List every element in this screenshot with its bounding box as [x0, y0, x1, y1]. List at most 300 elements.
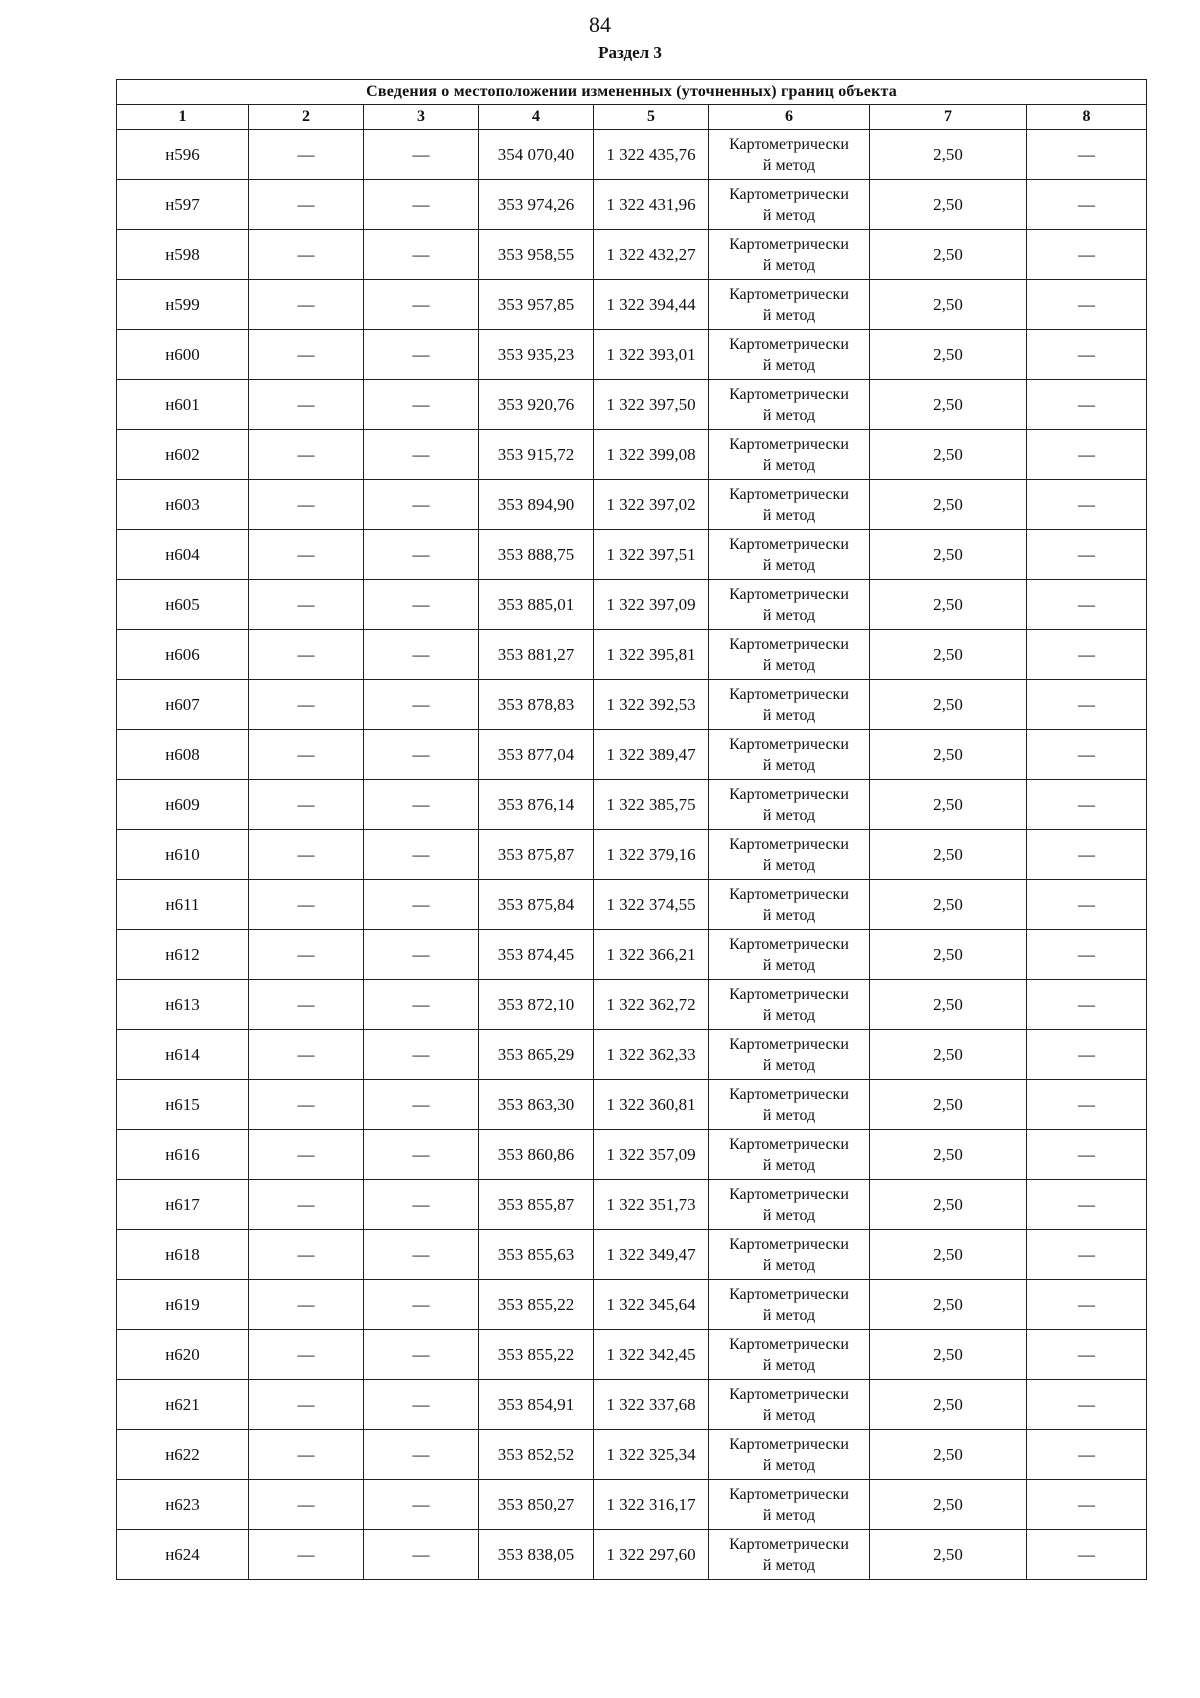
column-3-cell: — [364, 730, 479, 780]
y-coordinate-cell: 1 322 397,02 [594, 480, 709, 530]
table-row [117, 180, 1147, 230]
x-coordinate-cell: 353 888,75 [479, 530, 594, 580]
table-row [117, 1180, 1147, 1230]
accuracy-cell: 2,50 [870, 1080, 1027, 1130]
method-line: й метод [762, 356, 816, 374]
column-2-cell: — [249, 1330, 364, 1380]
x-coordinate-cell: 353 974,26 [479, 180, 594, 230]
y-coordinate-cell: 1 322 362,33 [594, 1030, 709, 1080]
accuracy-cell: 2,50 [870, 1280, 1027, 1330]
accuracy-cell: 2,50 [870, 280, 1027, 330]
column-3-cell: — [364, 430, 479, 480]
point-number-cell: н599 [117, 280, 249, 330]
method-line: й метод [762, 1256, 816, 1274]
accuracy-cell: 2,50 [870, 480, 1027, 530]
column-8-cell: — [1027, 1080, 1147, 1130]
method-cell [709, 1030, 870, 1080]
method-line: Картометрически [729, 785, 849, 803]
method-line: й метод [762, 506, 816, 524]
method-line: Картометрически [729, 685, 849, 703]
method-cell [709, 680, 870, 730]
accuracy-cell: 2,50 [870, 1180, 1027, 1230]
point-number-cell: н624 [117, 1530, 249, 1580]
method-line: Картометрически [729, 235, 849, 253]
table-row [117, 280, 1147, 330]
method-line: й метод [762, 1306, 816, 1324]
accuracy-cell: 2,50 [870, 1530, 1027, 1580]
method-cell [709, 1080, 870, 1130]
x-coordinate-cell: 353 855,22 [479, 1280, 594, 1330]
y-coordinate-cell: 1 322 385,75 [594, 780, 709, 830]
point-number-cell: н605 [117, 580, 249, 630]
accuracy-cell: 2,50 [870, 530, 1027, 580]
column-8-cell: — [1027, 1180, 1147, 1230]
column-2-cell: — [249, 730, 364, 780]
column-2-cell: — [249, 1430, 364, 1480]
method-line: Картометрически [729, 285, 849, 303]
accuracy-cell: 2,50 [870, 980, 1027, 1030]
column-3-cell: — [364, 1180, 479, 1230]
accuracy-cell: 2,50 [870, 730, 1027, 780]
y-coordinate-cell: 1 322 316,17 [594, 1480, 709, 1530]
method-line: й метод [762, 556, 816, 574]
column-number: 5 [594, 105, 709, 130]
y-coordinate-cell: 1 322 393,01 [594, 330, 709, 380]
column-3-cell: — [364, 130, 479, 180]
column-3-cell: — [364, 1030, 479, 1080]
x-coordinate-cell: 353 878,83 [479, 680, 594, 730]
table-row [117, 430, 1147, 480]
y-coordinate-cell: 1 322 389,47 [594, 730, 709, 780]
method-cell [709, 380, 870, 430]
x-coordinate-cell: 353 838,05 [479, 1530, 594, 1580]
column-2-cell: — [249, 830, 364, 880]
point-number-cell: н598 [117, 230, 249, 280]
column-3-cell: — [364, 1230, 479, 1280]
x-coordinate-cell: 353 957,85 [479, 280, 594, 330]
method-line: й метод [762, 1406, 816, 1424]
method-line: й метод [762, 706, 816, 724]
method-line: Картометрически [729, 635, 849, 653]
method-line: й метод [762, 306, 816, 324]
y-coordinate-cell: 1 322 325,34 [594, 1430, 709, 1480]
point-number-cell: н619 [117, 1280, 249, 1330]
x-coordinate-cell: 353 875,84 [479, 880, 594, 930]
accuracy-cell: 2,50 [870, 880, 1027, 930]
point-number-cell: н611 [117, 880, 249, 930]
point-number-cell: н614 [117, 1030, 249, 1080]
column-8-cell: — [1027, 480, 1147, 530]
table-row [117, 630, 1147, 680]
column-8-cell: — [1027, 1230, 1147, 1280]
method-line: Картометрически [729, 135, 849, 153]
column-8-cell: — [1027, 980, 1147, 1030]
method-line: й метод [762, 606, 816, 624]
method-line: Картометрически [729, 1185, 849, 1203]
column-3-cell: — [364, 980, 479, 1030]
column-2-cell: — [249, 1230, 364, 1280]
table-caption: Сведения о местоположении измененных (уточненных) границ объекта [117, 80, 1147, 105]
method-cell [709, 1530, 870, 1580]
table-row [117, 1230, 1147, 1280]
method-cell [709, 480, 870, 530]
method-line: Картометрически [729, 1535, 849, 1553]
column-8-cell: — [1027, 180, 1147, 230]
table-row [117, 1030, 1147, 1080]
table-row [117, 930, 1147, 980]
method-line: й метод [762, 1506, 816, 1524]
x-coordinate-cell: 353 854,91 [479, 1380, 594, 1430]
method-line: Картометрически [729, 385, 849, 403]
method-cell [709, 1480, 870, 1530]
table-row [117, 1130, 1147, 1180]
y-coordinate-cell: 1 322 366,21 [594, 930, 709, 980]
table-row [117, 830, 1147, 880]
method-cell [709, 880, 870, 930]
method-cell [709, 1180, 870, 1230]
column-8-cell: — [1027, 680, 1147, 730]
accuracy-cell: 2,50 [870, 1380, 1027, 1430]
method-line: Картометрически [729, 485, 849, 503]
method-line: Картометрически [729, 435, 849, 453]
column-2-cell: — [249, 1130, 364, 1180]
method-line: Картометрически [729, 1485, 849, 1503]
method-line: й метод [762, 856, 816, 874]
table-row [117, 580, 1147, 630]
x-coordinate-cell: 353 935,23 [479, 330, 594, 380]
method-line: й метод [762, 1156, 816, 1174]
x-coordinate-cell: 354 070,40 [479, 130, 594, 180]
y-coordinate-cell: 1 322 397,51 [594, 530, 709, 580]
method-line: Картометрически [729, 1085, 849, 1103]
method-cell [709, 580, 870, 630]
accuracy-cell: 2,50 [870, 780, 1027, 830]
table-row [117, 380, 1147, 430]
coordinates-table [116, 79, 1147, 1580]
x-coordinate-cell: 353 865,29 [479, 1030, 594, 1080]
method-line: Картометрически [729, 735, 849, 753]
column-3-cell: — [364, 1430, 479, 1480]
column-2-cell: — [249, 1380, 364, 1430]
x-coordinate-cell: 353 872,10 [479, 980, 594, 1030]
method-cell [709, 630, 870, 680]
x-coordinate-cell: 353 852,52 [479, 1430, 594, 1480]
column-2-cell: — [249, 1030, 364, 1080]
accuracy-cell: 2,50 [870, 680, 1027, 730]
point-number-cell: н606 [117, 630, 249, 680]
accuracy-cell: 2,50 [870, 630, 1027, 680]
y-coordinate-cell: 1 322 431,96 [594, 180, 709, 230]
column-3-cell: — [364, 780, 479, 830]
column-3-cell: — [364, 1330, 479, 1380]
table-row [117, 330, 1147, 380]
method-line: Картометрически [729, 1285, 849, 1303]
y-coordinate-cell: 1 322 379,16 [594, 830, 709, 880]
column-number: 3 [364, 105, 479, 130]
method-line: Картометрически [729, 585, 849, 603]
column-3-cell: — [364, 480, 479, 530]
accuracy-cell: 2,50 [870, 1230, 1027, 1280]
accuracy-cell: 2,50 [870, 180, 1027, 230]
method-cell [709, 830, 870, 880]
method-cell [709, 330, 870, 380]
column-8-cell: — [1027, 830, 1147, 880]
column-2-cell: — [249, 780, 364, 830]
table-row [117, 1280, 1147, 1330]
column-2-cell: — [249, 980, 364, 1030]
column-3-cell: — [364, 630, 479, 680]
method-cell [709, 230, 870, 280]
method-cell [709, 730, 870, 780]
table-body [117, 130, 1147, 1580]
method-line: Картометрически [729, 985, 849, 1003]
column-8-cell: — [1027, 380, 1147, 430]
column-8-cell: — [1027, 1430, 1147, 1480]
accuracy-cell: 2,50 [870, 230, 1027, 280]
method-cell [709, 130, 870, 180]
column-3-cell: — [364, 530, 479, 580]
method-line: й метод [762, 1206, 816, 1224]
method-line: й метод [762, 156, 816, 174]
method-line: й метод [762, 656, 816, 674]
point-number-cell: н604 [117, 530, 249, 580]
x-coordinate-cell: 353 863,30 [479, 1080, 594, 1130]
column-2-cell: — [249, 580, 364, 630]
method-cell [709, 1230, 870, 1280]
method-cell [709, 530, 870, 580]
x-coordinate-cell: 353 885,01 [479, 580, 594, 630]
method-line: Картометрически [729, 535, 849, 553]
point-number-cell: н613 [117, 980, 249, 1030]
column-8-cell: — [1027, 630, 1147, 680]
column-number: 2 [249, 105, 364, 130]
x-coordinate-cell: 353 855,63 [479, 1230, 594, 1280]
y-coordinate-cell: 1 322 297,60 [594, 1530, 709, 1580]
method-line: Картометрически [729, 1335, 849, 1353]
column-8-cell: — [1027, 1130, 1147, 1180]
method-line: й метод [762, 756, 816, 774]
y-coordinate-cell: 1 322 394,44 [594, 280, 709, 330]
y-coordinate-cell: 1 322 351,73 [594, 1180, 709, 1230]
column-8-cell: — [1027, 1530, 1147, 1580]
column-8-cell: — [1027, 730, 1147, 780]
method-line: й метод [762, 1356, 816, 1374]
point-number-cell: н600 [117, 330, 249, 380]
y-coordinate-cell: 1 322 349,47 [594, 1230, 709, 1280]
point-number-cell: н609 [117, 780, 249, 830]
column-2-cell: — [249, 130, 364, 180]
column-8-cell: — [1027, 780, 1147, 830]
page-number: 84 [589, 12, 611, 37]
column-2-cell: — [249, 480, 364, 530]
point-number-cell: н616 [117, 1130, 249, 1180]
point-number-cell: н607 [117, 680, 249, 730]
column-2-cell: — [249, 430, 364, 480]
point-number-cell: н596 [117, 130, 249, 180]
section-title: Раздел 3 [598, 43, 662, 62]
column-2-cell: — [249, 230, 364, 280]
y-coordinate-cell: 1 322 345,64 [594, 1280, 709, 1330]
column-3-cell: — [364, 1130, 479, 1180]
accuracy-cell: 2,50 [870, 580, 1027, 630]
column-3-cell: — [364, 1080, 479, 1130]
accuracy-cell: 2,50 [870, 1330, 1027, 1380]
method-line: й метод [762, 1556, 816, 1574]
table-row [117, 230, 1147, 280]
column-8-cell: — [1027, 880, 1147, 930]
method-line: й метод [762, 906, 816, 924]
point-number-cell: н603 [117, 480, 249, 530]
point-number-cell: н622 [117, 1430, 249, 1480]
method-line: й метод [762, 456, 816, 474]
column-8-cell: — [1027, 230, 1147, 280]
column-3-cell: — [364, 880, 479, 930]
method-line: й метод [762, 206, 816, 224]
method-line: Картометрически [729, 1385, 849, 1403]
column-2-cell: — [249, 930, 364, 980]
x-coordinate-cell: 353 881,27 [479, 630, 594, 680]
method-line: Картометрически [729, 335, 849, 353]
y-coordinate-cell: 1 322 395,81 [594, 630, 709, 680]
y-coordinate-cell: 1 322 362,72 [594, 980, 709, 1030]
method-line: Картометрически [729, 1035, 849, 1053]
y-coordinate-cell: 1 322 360,81 [594, 1080, 709, 1130]
column-2-cell: — [249, 1080, 364, 1130]
point-number-cell: н623 [117, 1480, 249, 1530]
column-number: 6 [709, 105, 870, 130]
accuracy-cell: 2,50 [870, 130, 1027, 180]
column-2-cell: — [249, 680, 364, 730]
method-cell [709, 1330, 870, 1380]
column-3-cell: — [364, 1480, 479, 1530]
column-3-cell: — [364, 680, 479, 730]
column-8-cell: — [1027, 1330, 1147, 1380]
method-cell [709, 280, 870, 330]
column-number: 1 [117, 105, 249, 130]
column-8-cell: — [1027, 130, 1147, 180]
column-number: 7 [870, 105, 1027, 130]
point-number-cell: н602 [117, 430, 249, 480]
accuracy-cell: 2,50 [870, 1480, 1027, 1530]
y-coordinate-cell: 1 322 399,08 [594, 430, 709, 480]
x-coordinate-cell: 353 855,22 [479, 1330, 594, 1380]
method-line: й метод [762, 1006, 816, 1024]
accuracy-cell: 2,50 [870, 1030, 1027, 1080]
method-cell [709, 980, 870, 1030]
table-caption-row [117, 80, 1147, 105]
column-3-cell: — [364, 1530, 479, 1580]
column-3-cell: — [364, 580, 479, 630]
accuracy-cell: 2,50 [870, 930, 1027, 980]
accuracy-cell: 2,50 [870, 1130, 1027, 1180]
point-number-cell: н608 [117, 730, 249, 780]
method-line: й метод [762, 956, 816, 974]
y-coordinate-cell: 1 322 435,76 [594, 130, 709, 180]
table-row [117, 1430, 1147, 1480]
column-number: 4 [479, 105, 594, 130]
accuracy-cell: 2,50 [870, 1430, 1027, 1480]
accuracy-cell: 2,50 [870, 380, 1027, 430]
column-2-cell: — [249, 1280, 364, 1330]
table-row [117, 480, 1147, 530]
column-3-cell: — [364, 830, 479, 880]
method-line: й метод [762, 1056, 816, 1074]
method-line: Картометрически [729, 1435, 849, 1453]
accuracy-cell: 2,50 [870, 430, 1027, 480]
method-cell [709, 430, 870, 480]
x-coordinate-cell: 353 860,86 [479, 1130, 594, 1180]
method-cell [709, 1380, 870, 1430]
x-coordinate-cell: 353 915,72 [479, 430, 594, 480]
x-coordinate-cell: 353 855,87 [479, 1180, 594, 1230]
table-row [117, 680, 1147, 730]
y-coordinate-cell: 1 322 397,09 [594, 580, 709, 630]
point-number-cell: н617 [117, 1180, 249, 1230]
table-row [117, 130, 1147, 180]
method-line: Картометрически [729, 885, 849, 903]
table-row [117, 980, 1147, 1030]
method-line: й метод [762, 1106, 816, 1124]
column-3-cell: — [364, 1380, 479, 1430]
x-coordinate-cell: 353 875,87 [479, 830, 594, 880]
point-number-cell: н615 [117, 1080, 249, 1130]
column-3-cell: — [364, 930, 479, 980]
column-2-cell: — [249, 1180, 364, 1230]
x-coordinate-cell: 353 920,76 [479, 380, 594, 430]
method-cell [709, 930, 870, 980]
point-number-cell: н621 [117, 1380, 249, 1430]
column-2-cell: — [249, 1480, 364, 1530]
table-row [117, 730, 1147, 780]
method-cell [709, 1130, 870, 1180]
column-number: 8 [1027, 105, 1147, 130]
method-line: й метод [762, 406, 816, 424]
y-coordinate-cell: 1 322 432,27 [594, 230, 709, 280]
table-row [117, 1080, 1147, 1130]
x-coordinate-cell: 353 894,90 [479, 480, 594, 530]
column-3-cell: — [364, 230, 479, 280]
column-2-cell: — [249, 1530, 364, 1580]
method-line: й метод [762, 256, 816, 274]
table-row [117, 530, 1147, 580]
column-3-cell: — [364, 380, 479, 430]
method-line: Картометрически [729, 185, 849, 203]
method-line: Картометрически [729, 1135, 849, 1153]
column-2-cell: — [249, 330, 364, 380]
method-cell [709, 1430, 870, 1480]
point-number-cell: н618 [117, 1230, 249, 1280]
column-8-cell: — [1027, 1280, 1147, 1330]
table-row [117, 1530, 1147, 1580]
y-coordinate-cell: 1 322 337,68 [594, 1380, 709, 1430]
x-coordinate-cell: 353 958,55 [479, 230, 594, 280]
column-numbers-row [117, 105, 1147, 130]
point-number-cell: н610 [117, 830, 249, 880]
table-row [117, 880, 1147, 930]
method-cell [709, 1280, 870, 1330]
column-2-cell: — [249, 880, 364, 930]
column-2-cell: — [249, 280, 364, 330]
method-line: Картометрически [729, 935, 849, 953]
table-row [117, 780, 1147, 830]
table-row [117, 1480, 1147, 1530]
x-coordinate-cell: 353 876,14 [479, 780, 594, 830]
column-3-cell: — [364, 330, 479, 380]
column-2-cell: — [249, 530, 364, 580]
point-number-cell: н612 [117, 930, 249, 980]
y-coordinate-cell: 1 322 397,50 [594, 380, 709, 430]
column-8-cell: — [1027, 430, 1147, 480]
